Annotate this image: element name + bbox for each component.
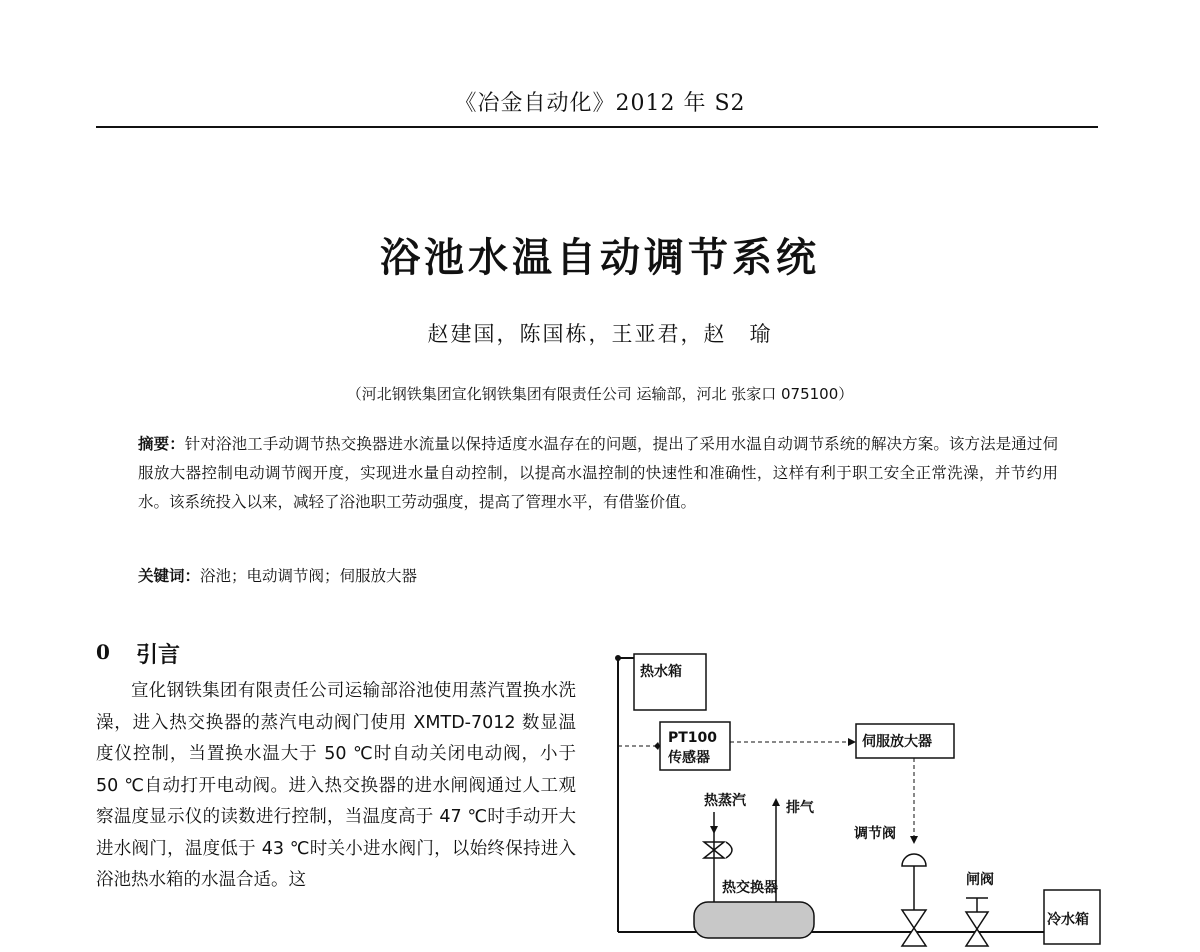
abstract (138, 430, 1058, 517)
section-title: 引言 (136, 643, 181, 668)
regulating-valve-label: 调节阀 (854, 826, 896, 842)
system-diagram (604, 640, 1104, 952)
keywords (138, 564, 1058, 586)
intro-paragraph: 宣化钢铁集团有限责任公司运输部浴池使用蒸汽置换水洗澡，进入热交换器的蒸汽电动阀门使用 XMTD-7012 数显温度仪控制，当置换水温大于 50 ℃时自动关闭电动阀，小于 50 ℃自动打开电动阀。进入热交换器的进水闸阀通过人工观察温度显示仪的读数进行控制，当温度高于 47 ℃时手动开大进水阀门，温度低于 43 ℃时关小进水阀门，以始终保持进入浴池热水箱的水温合适。这 (96, 681, 576, 890)
intro-body (96, 676, 576, 897)
exhaust-label: 排气 (786, 800, 814, 816)
abstract-text: 针对浴池工手动调节热交换器进水流量以保持适度水温存在的问题，提出了采用水温自动调节系统的解决方案。该方法是通过伺服放大器控制电动调节阀开度，实现进水量自动控制，以提高水温控制的快速性和准确性，这样有利于职工安全正常洗澡，并节约用水。该系统投入以来，减轻了浴池职工劳动强度，提高了管理水平，有借鉴价值。 (138, 435, 1058, 511)
abstract-label: 摘要： (138, 435, 185, 453)
sensor-label-line1: PT100 (668, 730, 718, 746)
servo-amplifier (856, 724, 954, 758)
section-number: 0 (96, 640, 110, 664)
cold-water-tank (1044, 890, 1100, 944)
heat-exchanger (694, 879, 814, 938)
steam-label: 热蒸汽 (704, 793, 746, 809)
hot-water-tank (634, 654, 706, 710)
servo-label: 伺服放大器 (862, 734, 932, 750)
cold-tank-label: 冷水箱 (1047, 912, 1089, 928)
journal-header: 《冶金自动化》2012 年 S2 (454, 91, 746, 116)
keywords-text: 浴池；电动调节阀；伺服放大器 (200, 567, 418, 585)
affiliation: （河北钢铁集团宣化钢铁集团有限责任公司 运输部，河北 张家口 075100） (346, 385, 854, 403)
keywords-label: 关键词： (138, 567, 201, 585)
heat-exchanger-label: 热交换器 (722, 880, 778, 896)
gate-valve-label: 闸阀 (966, 872, 994, 888)
paper-title: 浴池水温自动调节系统 (380, 235, 820, 281)
pt100-sensor (660, 722, 730, 770)
hot-tank-label: 热水箱 (640, 664, 682, 680)
gate-valve (966, 871, 994, 946)
regulating-valve (854, 825, 926, 946)
sensor-label-line2: 传感器 (668, 750, 710, 766)
header-rule (96, 126, 1098, 128)
authors: 赵建国，陈国栋，王亚君，赵 瑜 (427, 322, 773, 346)
steam-valve (704, 842, 732, 858)
